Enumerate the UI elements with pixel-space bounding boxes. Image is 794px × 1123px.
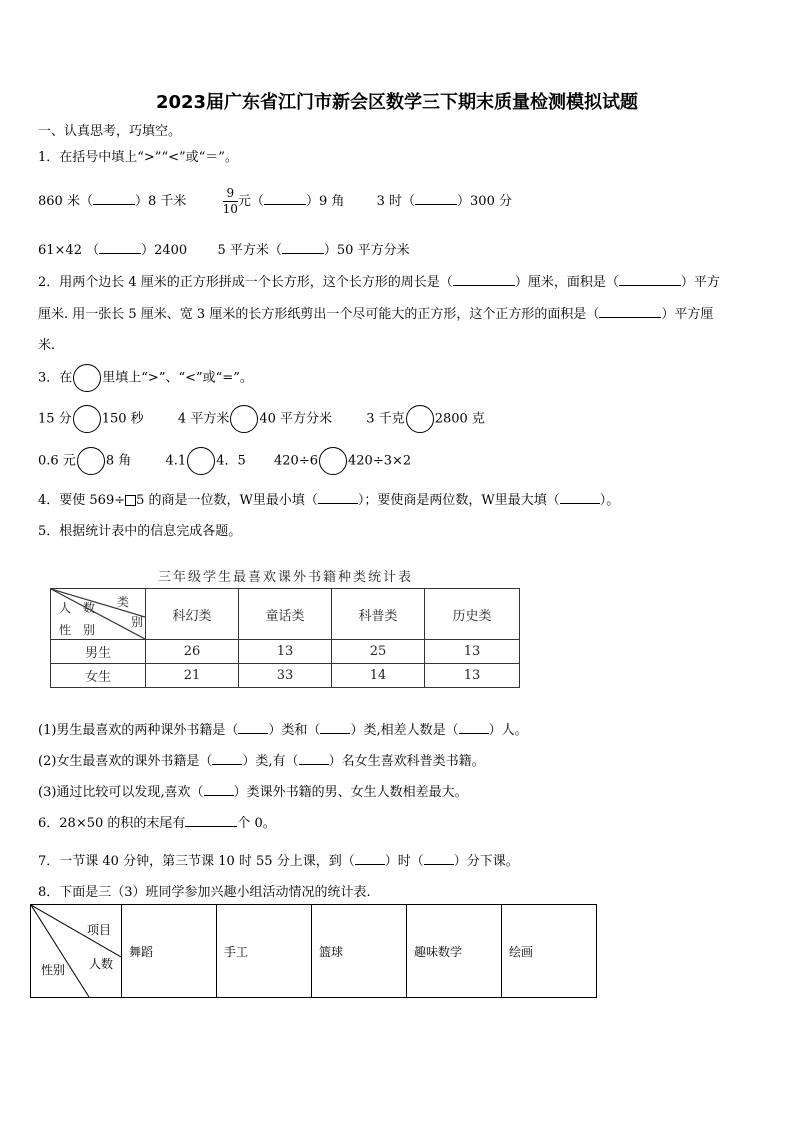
q3-item: 3 千克 xyxy=(366,411,405,427)
column-header: 趣味数学 xyxy=(407,905,502,998)
q1-item-b-right: ）9 角 xyxy=(305,194,345,209)
column-header: 童话类 xyxy=(239,589,332,640)
q1-item-b-left: 元（ xyxy=(237,194,264,209)
question-2-line-1 xyxy=(38,271,720,290)
answer-blank[interactable] xyxy=(264,204,306,205)
question-3-row-1 xyxy=(38,405,485,433)
q5-text: ）名女生喜欢科普类书籍。 xyxy=(328,754,485,769)
answer-blank[interactable] xyxy=(619,285,681,286)
q5-text: ）人。 xyxy=(488,723,528,738)
q5-text: ）类课外书籍的男、女生人数相差最大。 xyxy=(233,785,468,800)
q7-text: ）分下课。 xyxy=(453,854,519,869)
column-header: 科幻类 xyxy=(146,589,239,640)
column-header: 篮球 xyxy=(312,905,407,998)
q2-text: ）平方厘 xyxy=(661,307,714,322)
q3-item: 420÷3×2 xyxy=(348,453,412,469)
diagonal-lines-icon xyxy=(31,905,121,997)
question-2-line-2 xyxy=(38,303,713,322)
q1-item-e-right: ）50 平方分米 xyxy=(323,243,410,258)
corner-label-gender: 性 别 xyxy=(59,623,96,637)
q7-text: 7．一节课 40 分钟，第三节课 10 时 55 分上课，到（ xyxy=(38,854,355,869)
page-title: 2023届广东省江门市新会区数学三下期末质量检测模拟试题 xyxy=(155,92,639,113)
question-3-row-2 xyxy=(38,447,411,475)
fraction-nine-tenths: $\frac{9}{10}$ xyxy=(222,186,238,216)
square-icon xyxy=(125,495,136,506)
table-cell: 13 xyxy=(425,664,520,688)
answer-blank[interactable] xyxy=(185,826,237,827)
question-1-row-2 xyxy=(38,239,410,258)
table-cell: 13 xyxy=(239,640,332,664)
table-cell: 14 xyxy=(332,664,425,688)
column-header: 舞蹈 xyxy=(122,905,217,998)
q1-item-c-left: 3 时（ xyxy=(376,194,416,209)
q5-text: ）类和（ xyxy=(268,723,321,738)
q3-item: 150 秒 xyxy=(101,411,144,427)
answer-blank[interactable] xyxy=(599,317,661,318)
answer-blank[interactable] xyxy=(560,503,600,504)
question-3-stem xyxy=(38,364,253,392)
stats-table-title: 三年级学生最喜欢课外书籍种类统计表 xyxy=(158,570,414,585)
interest-group-table xyxy=(30,904,597,998)
q2-text: 2．用两个边长 4 厘米的正方形拼成一个长方形，这个长方形的周长是（ xyxy=(38,275,453,290)
q3-item: 40 平方分米 xyxy=(259,411,333,427)
q4-text: ）。 xyxy=(599,493,620,508)
q2-text: ）厘米，面积是（ xyxy=(514,275,619,290)
column-header: 绘画 xyxy=(502,905,597,998)
answer-circle[interactable] xyxy=(73,405,101,433)
answer-circle[interactable] xyxy=(187,447,215,475)
answer-circle[interactable] xyxy=(230,405,258,433)
answer-blank[interactable] xyxy=(453,285,515,286)
q6-text: 6．28×50 的积的末尾有 xyxy=(38,816,186,831)
section-heading: 一、认真思考，巧填空。 xyxy=(38,124,182,139)
q4-text: 4．要使 569÷ xyxy=(38,493,126,508)
answer-blank[interactable] xyxy=(282,253,324,254)
column-header: 科普类 xyxy=(332,589,425,640)
table-cell: 13 xyxy=(425,640,520,664)
table-row xyxy=(51,664,520,688)
table-cell: 21 xyxy=(146,664,239,688)
q3-item: 15 分 xyxy=(38,411,72,427)
q5-text: (2)女生最喜欢的课外书籍是（ xyxy=(38,754,213,769)
answer-blank[interactable] xyxy=(318,503,358,504)
answer-blank[interactable] xyxy=(320,733,350,734)
q1-item-d-left: 61×42 （ xyxy=(38,243,100,258)
q5-text: ）类,有（ xyxy=(242,754,299,769)
table-corner-cell xyxy=(51,589,146,640)
corner-label-item: 项目 xyxy=(87,923,112,937)
answer-circle[interactable] xyxy=(319,447,347,475)
row-label: 女生 xyxy=(51,664,146,688)
column-header: 手工 xyxy=(217,905,312,998)
corner-label-category-2: 别 xyxy=(131,615,144,629)
answer-blank[interactable] xyxy=(459,733,489,734)
q6-text: 个 0。 xyxy=(237,816,276,831)
question-4 xyxy=(38,489,619,508)
answer-blank[interactable] xyxy=(355,864,385,865)
question-8-stem: 8．下面是三（3）班同学参加兴趣小组活动情况的统计表. xyxy=(38,885,371,900)
circle-icon xyxy=(73,364,101,392)
q3-text: 里填上“>”、“<”或“=”。 xyxy=(102,370,253,386)
answer-blank[interactable] xyxy=(238,733,268,734)
q3-item: 4．5 xyxy=(216,453,246,469)
q1-item-c-right: ）300 分 xyxy=(457,194,512,209)
table-cell: 33 xyxy=(239,664,332,688)
answer-blank[interactable] xyxy=(212,764,242,765)
question-7 xyxy=(38,850,519,869)
row-label: 男生 xyxy=(51,640,146,664)
answer-blank[interactable] xyxy=(299,764,329,765)
question-5-sub-1 xyxy=(38,719,528,738)
question-5-sub-3 xyxy=(38,781,468,800)
question-1-row-1 xyxy=(38,186,512,217)
answer-blank[interactable] xyxy=(204,795,234,796)
q5-text: ）类,相差人数是（ xyxy=(350,723,459,738)
question-5-sub-2 xyxy=(38,750,485,769)
answer-blank[interactable] xyxy=(93,204,135,205)
q3-item: 420÷6 xyxy=(274,453,318,469)
q1-item-e-left: 5 平方米（ xyxy=(217,243,282,258)
q3-item: 2800 克 xyxy=(434,411,485,427)
answer-blank[interactable] xyxy=(99,253,141,254)
question-2-line-3: 米. xyxy=(38,338,56,353)
q4-text: 5 的商是一位数，W里最小填（ xyxy=(136,493,318,508)
q3-text: 3．在 xyxy=(38,370,73,386)
question-5-stem: 5．根据统计表中的信息完成各题。 xyxy=(38,524,242,539)
table-row xyxy=(51,640,520,664)
question-1-stem: 1．在括号中填上“>”“<”或“＝”。 xyxy=(38,150,238,165)
q4-text: ）；要使商是两位数，W里最大填（ xyxy=(357,493,560,508)
q3-item: 8 角 xyxy=(105,453,132,469)
q5-text: (1)男生最喜欢的两种课外书籍是（ xyxy=(38,723,239,738)
q2-text: ）平方 xyxy=(680,275,720,290)
q7-text: ）时（ xyxy=(384,854,424,869)
table-cell: 25 xyxy=(332,640,425,664)
q5-text: (3)通过比较可以发现,喜欢（ xyxy=(38,785,204,800)
q2-text: 厘米. 用一张长 5 厘米、宽 3 厘米的长方形纸剪出一个尽可能大的正方形，这个正方形的面积是（ xyxy=(38,307,600,322)
corner-label-category: 类 xyxy=(117,595,130,609)
corner-label-count: 人数 xyxy=(89,957,114,971)
question-6 xyxy=(38,812,276,831)
table-cell: 26 xyxy=(146,640,239,664)
table-corner-cell xyxy=(31,905,122,998)
q1-item-a-left: 860 米（ xyxy=(38,194,93,209)
q3-item: 4.1 xyxy=(165,453,187,469)
answer-circle[interactable] xyxy=(406,405,434,433)
answer-blank[interactable] xyxy=(424,864,454,865)
answer-circle[interactable] xyxy=(77,447,105,475)
book-preference-table xyxy=(50,588,520,688)
q3-item: 0.6 元 xyxy=(38,453,76,469)
column-header: 历史类 xyxy=(425,589,520,640)
corner-label-count: 人 数 xyxy=(59,601,96,615)
q1-item-d-right: ）2400 xyxy=(141,243,188,258)
answer-blank[interactable] xyxy=(415,204,457,205)
corner-label-gender: 性别 xyxy=(41,963,66,977)
q1-item-a-right: ）8 千米 xyxy=(134,194,187,209)
q3-item: 4 平方米 xyxy=(177,411,230,427)
